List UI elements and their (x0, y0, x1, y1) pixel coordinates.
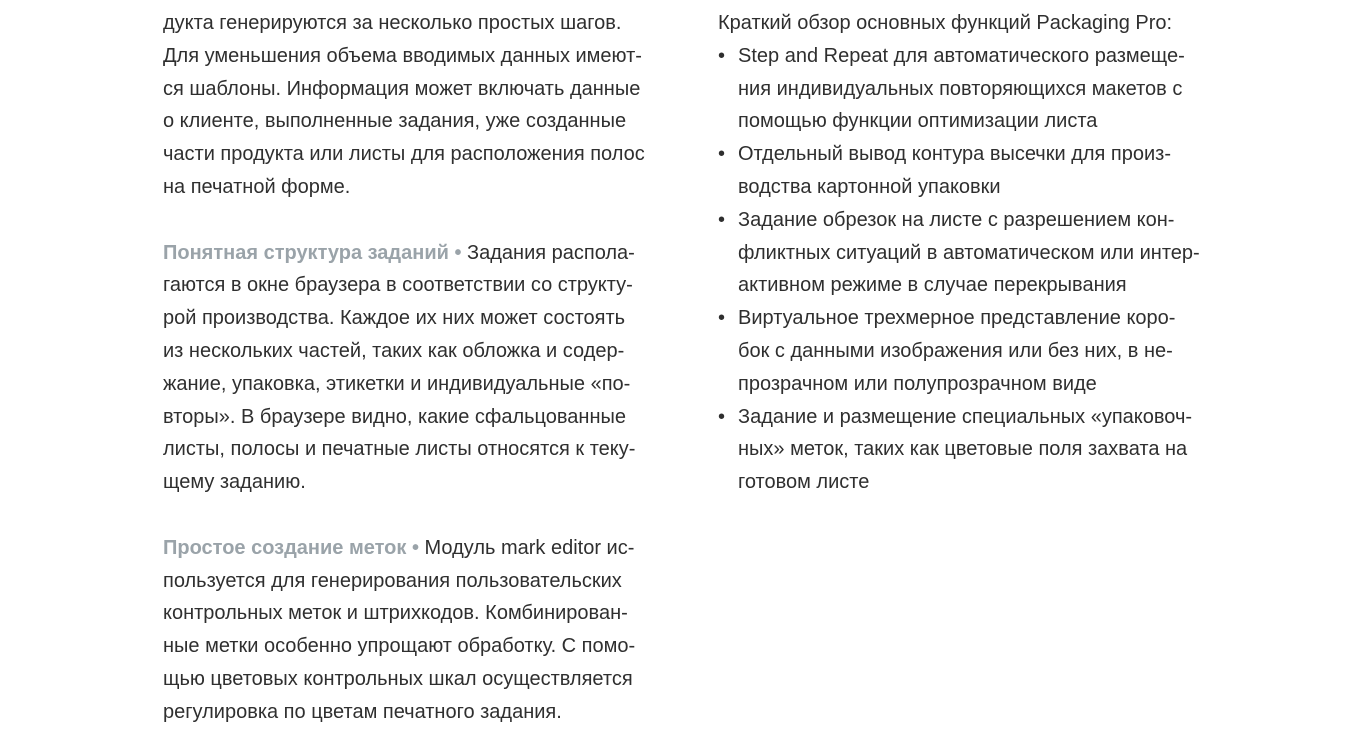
paragraph-templates (163, 7, 663, 204)
text-line: прозрачном или полупрозрачном виде (738, 372, 1097, 395)
text-line: водства картонной упаковки (738, 175, 1001, 198)
right-column (718, 7, 1218, 499)
left-column (163, 7, 663, 729)
features-intro: Краткий обзор основных функций Packaging Pro: (718, 12, 1173, 34)
text-run: Модуль mark editor ис- (418, 536, 635, 559)
text-line: листы, полосы и печатные листы относятся к теку- (163, 438, 636, 461)
bullet-icon: • (718, 44, 726, 67)
text-line: вторы». В браузере видно, какие сфальцованные (163, 405, 627, 428)
bullet-icon: • (718, 208, 726, 231)
text-line: жание, упаковка, этикетки и индивидуальные «по- (163, 372, 631, 395)
list-item (718, 401, 1218, 499)
paragraph-first-line (163, 237, 663, 270)
text-line: части продукта или листы для расположения полос (163, 143, 645, 166)
text-line: активном режиме в случае перекрывания (738, 274, 1127, 297)
list-item (718, 302, 1218, 400)
paragraph-first-line (163, 532, 663, 565)
text-line: Задание обрезок на листе с разрешением кон- (738, 208, 1175, 231)
text-line: Задание и размещение специальных «упаковоч- (738, 405, 1193, 428)
text-line: пользуется для генерирования пользовательских (163, 569, 622, 592)
feature-list (718, 40, 1218, 499)
text-line: Step and Repeat для автоматического размеще- (738, 44, 1185, 67)
text-run: Задания распола- (461, 241, 635, 264)
text-line: фликтных ситуаций в автоматическом или интер- (738, 241, 1200, 264)
text-line: Виртуальное трехмерное представление коро- (738, 307, 1176, 330)
text-line: готовом листе (738, 471, 870, 494)
bullet-icon: • (718, 405, 726, 428)
text-line: ся шаблоны. Информация может включать данные (163, 77, 641, 100)
text-line: ния индивидуальных повторяющихся макетов с (738, 77, 1183, 100)
section-heading: Простое создание меток • (163, 536, 419, 559)
list-item (718, 40, 1218, 138)
text-line: из нескольких частей, таких как обложка и содер- (163, 339, 625, 362)
text-line: гаются в окне браузера в соответствии со структу- (163, 274, 633, 297)
list-item (718, 138, 1218, 204)
paragraph-job-structure (163, 237, 663, 499)
text-line: щью цветовых контрольных шкал осуществляется (163, 667, 633, 690)
bullet-icon: • (718, 143, 726, 166)
text-line: дукта генерируются за несколько простых шагов. (163, 12, 622, 34)
text-line: рой производства. Каждое их них может состоять (163, 307, 626, 330)
text-line: Отдельный вывод контура высечки для произ- (738, 143, 1171, 166)
bullet-icon: • (718, 307, 726, 330)
text-line: о клиенте, выполненные задания, уже созданные (163, 110, 627, 133)
text-line: контрольных меток и штрихкодов. Комбинирован- (163, 602, 628, 625)
text-line: регулировка по цветам печатного задания. (163, 700, 562, 723)
text-line: Для уменьшения объема вводимых данных имеют- (163, 44, 642, 67)
list-item (718, 204, 1218, 302)
text-line: помощью функции оптимизации листа (738, 110, 1098, 133)
text-line: бок с данными изображения или без них, в не- (738, 339, 1173, 362)
text-line: щему заданию. (163, 471, 306, 494)
paragraph-mark-creation (163, 532, 663, 729)
text-line: ных» меток, таких как цветовые поля захвата на (738, 438, 1188, 461)
text-line: ные метки особенно упрощают обработку. С помо- (163, 635, 636, 658)
section-heading: Понятная структура заданий • (163, 241, 462, 264)
text-line: на печатной форме. (163, 175, 351, 198)
